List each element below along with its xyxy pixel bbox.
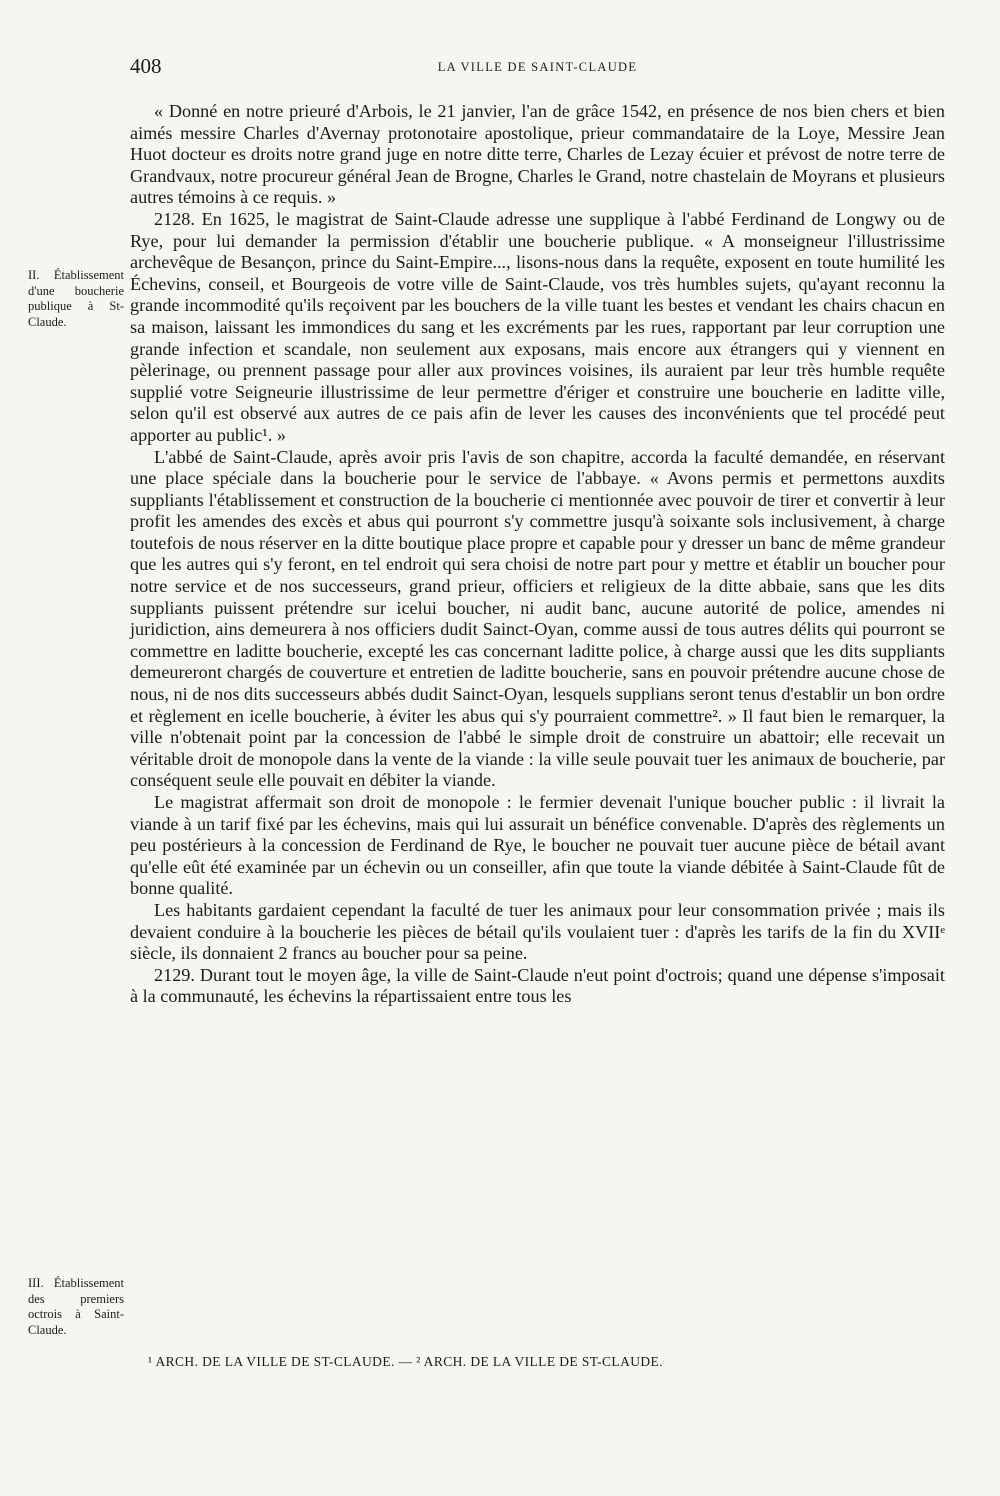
paragraph-charter-quote: « Donné en notre prieuré d'Arbois, le 21 janvier, l'an de grâce 1542, en présence de nos bien chers et bien aimés messire Charles d'Avernay protonotaire apostolique, prieur commandataire de la Loye, Messire Jean Huot docteur es droits notre grand juge en notre ditte terre, Charles de Lezay écuier et prévost de notre terre de Grandvaux, notre procureur général Jean de Brogne, Charles le Grand, notre chastelain de Moyrans et plusieurs autres témoins à ce requis. »: [130, 101, 945, 208]
paragraph-2129: 2129. Durant tout le moyen âge, la ville de Saint-Claude n'eut point d'octrois; quand une dépense s'imposait à la communauté, les échevins la répartissaient entre tous les: [130, 964, 945, 1007]
page-number: 408: [130, 54, 162, 78]
page-header: [130, 54, 945, 84]
paragraph-habitants: Les habitants gardaient cependant la faculté de tuer les animaux pour leur consommation privée ; mais ils devaient conduire à la boucherie les pièces de bétail qu'ils voulaient tuer : d'après les tarifs de la fin du XVIIᵉ siècle, ils donnaient 2 francs au boucher pour sa peine.: [130, 899, 945, 964]
paragraph-abbe-grant: L'abbé de Saint-Claude, après avoir pris l'avis de son chapitre, accorda la faculté demandée, en réservant une place spéciale dans la boucherie pour le service de l'abbaye. « Avons permis et permettons auxdits suppliants l'établissement et construction de la boucherie ci mentionnée avec pouvoir de tirer et convertir à leur profit les amendes des excès et abus qui pourront s'y commettre jusqu'à soixante sols inclusivement, à charge toutefois de nous réserver en la ditte boutique place propre et capable pour y dresser un banc de même grandeur que les autres qui s'y feront, en tel endroit qui sera choisi de notre part pour y mettre et établir un boucher pour notre service et de nos successeurs, grand prieur, officiers et religieux de la ditte abbaie, sans que les dits suppliants puissent prétendre sur icelui boucher, ni audit banc, aucune autorité de police, amendes ni juridiction, ains demeurera à nos officiers dudit Sainct-Oyan, comme aussi de tous autres délits qui pourront se commettre en laditte boucherie, excepté les cas concernant laditte police, à charge aussi que les dits suppliants demeureront chargés de couverture et entretien de laditte boucherie, sans en pouvoir prétendre aucune chose de nous, ni de nos dits successeurs abbés dudit Sainct-Oyan, lesquels supplians seront tenus d'establir un bon ordre et règlement en icelle boucherie, à éviter les abus qui s'y pourraient commettre². » Il faut bien le remarquer, la ville n'obtenait point par la concession de l'abbé le simple droit de construire un abattoir; elle recevait un véritable droit de monopole dans la vente de la viande : la ville seule pouvait tuer les animaux de boucherie, par conséquent seule elle pouvait en débiter la viande.: [130, 446, 945, 791]
running-title: LA VILLE DE SAINT-CLAUDE: [437, 60, 638, 74]
margin-note-octrois: III. Établissement des premiers octrois à Saint-Claude.: [28, 1276, 124, 1337]
margin-note-boucherie: II. Établissement d'une boucherie publique à St-Claude.: [28, 268, 124, 329]
main-text: [130, 101, 945, 1008]
footnotes: ¹ ARCH. DE LA VILLE DE ST-CLAUDE. — ² ARCH. DE LA VILLE DE ST-CLAUDE.: [148, 1354, 663, 1369]
paragraph-2128: 2128. En 1625, le magistrat de Saint-Claude adresse une supplique à l'abbé Ferdinand de Longwy ou de Rye, pour lui demander la permission d'établir une boucherie publique. « A monseigneur l'illustrissime archevêque de Besançon, prince du Saint-Empire..., lisons-nous dans la requête, exposent en toute humilité les Échevins, conseil, et Bourgeois de votre ville de Saint-Claude, vos très humbles sujets, qu'ayant reconnu la grande incommodité qu'ils reçoivent par les bouchers de la ville tuant les bestes et vendant les chairs chacun en sa maison, laissant les immondices du sang et les excréments par les rues, rapportant par leur corruption une grande infection et scandale, non seulement aux exposans, mais encore aux étrangers qui y viennent en pèlerinage, ou prennent passage pour aller aux provinces voisines, ils auraient par leur très humble requête supplié votre Seigneurie illustrissime de leur permettre d'ériger et construire une boucherie en laditte ville, selon qu'il est observé aux autres de ce pais afin de lever les causes des inconvénients que tel procédé peut apporter au public¹. »: [130, 208, 945, 445]
paragraph-monopole: Le magistrat affermait son droit de monopole : le fermier devenait l'unique boucher public : il livrait la viande à un tarif fixé par les échevins, mais qui lui assurait un bénéfice convenable. D'après des règlements un peu postérieurs à la concession de Ferdinand de Rye, le boucher ne pouvait tuer aucune pièce de bétail avant qu'elle eût été examinée par un échevin ou un conseiller, afin que toute la viande débitée à Saint-Claude fût de bonne qualité.: [130, 792, 945, 899]
